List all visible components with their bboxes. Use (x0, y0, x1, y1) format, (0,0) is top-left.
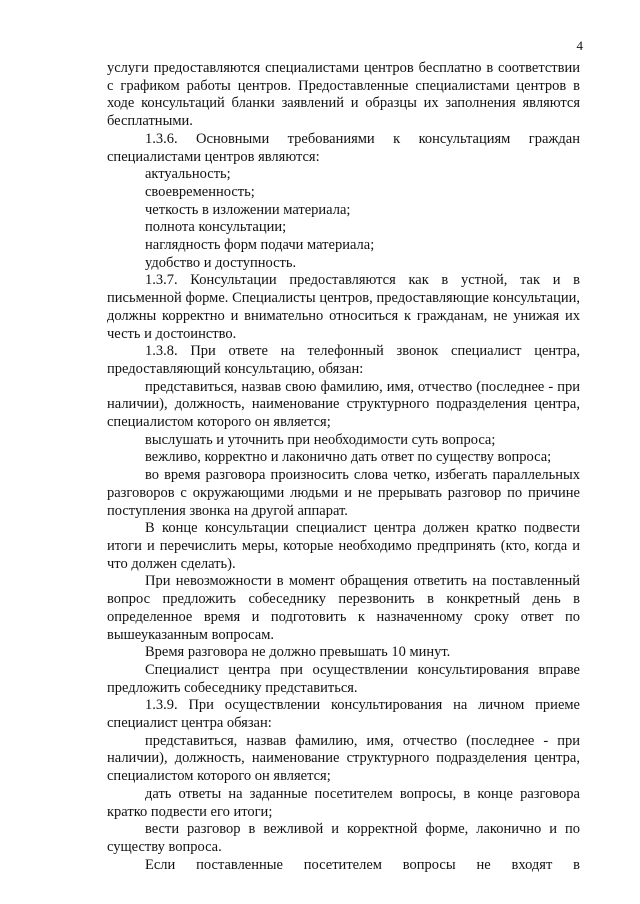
list-item: выслушать и уточнить при необходимости суть вопроса; (145, 431, 496, 448)
list-item: наглядность форм подачи материала; (145, 237, 375, 254)
list-item: во время разговора произносить слова четко, избегать параллельных разговоров с окружающими людьми и не прерывать разговор по причине поступления звонка на другой аппарат. (107, 467, 580, 519)
body-text (107, 60, 580, 874)
paragraph: 1.3.6. Основными требованиями к консультациям граждан специалистами центров являются: (107, 130, 580, 165)
list-item: удобство и доступность. (145, 254, 297, 271)
page-number: 4 (576, 38, 583, 53)
paragraph: услуги предоставляются специалистами центров бесплатно в соответствии с графиком работы центров. Предоставленные специалистами центров в ходе консультаций бланки заявлений и образцы их заполнения являются бесплатными. (107, 60, 580, 130)
paragraph: 1.3.7. Консультации предоставляются как в устной, так и в письменной форме. Специалисты центров, предоставляющие консультации, должны корректно и внимательно относиться к гражданам, не унижая их честь и достоинство. (107, 272, 580, 342)
list-item: представиться, назвав свою фамилию, имя, отчество (последнее - при наличии), должность, наименование структурного подразделения центра, специалистом которого он является; (107, 378, 580, 431)
list-item: своевременность; (145, 183, 255, 200)
paragraph: 1.3.9. При осуществлении консультирования на личном приеме специалист центра обязан: (107, 697, 580, 732)
list-item: полнота консультации; (145, 219, 287, 236)
paragraph: Специалист центра при осуществлении консультирования вправе предложить собеседнику представиться. (107, 661, 580, 696)
paragraph: Время разговора не должно превышать 10 минут. (145, 644, 451, 661)
paragraph: В конце консультации специалист центра должен кратко подвести итоги и перечислить меры, которые необходимо предпринять (кто, когда и что должен сделать). (107, 520, 580, 572)
list-item: дать ответы на заданные посетителем вопросы, в конце разговора кратко подвести его итоги; (107, 785, 580, 820)
paragraph: 1.3.8. При ответе на телефонный звонок специалист центра, предоставляющий консультацию, обязан: (107, 343, 580, 377)
list-item: актуальность; (145, 166, 231, 183)
list-item: вести разговор в вежливой и корректной форме, лаконично и по существу вопроса. (107, 821, 580, 855)
list-item: четкость в изложении материала; (145, 201, 351, 218)
paragraph: При невозможности в момент обращения ответить на поставленный вопрос предложить собеседнику перезвонить в конкретный день в определенное время и подготовить к назначенному сроку ответ по вышеуказанным вопросам. (107, 573, 580, 643)
list-item: представиться, назвав фамилию, имя, отчество (последнее - при наличии), должность, наименование структурного подразделения центра, специалистом которого он является; (107, 732, 580, 785)
list-item: вежливо, корректно и лаконично дать ответ по существу вопроса; (145, 449, 552, 466)
paragraph: Если поставленные посетителем вопросы не входят в (145, 856, 580, 873)
